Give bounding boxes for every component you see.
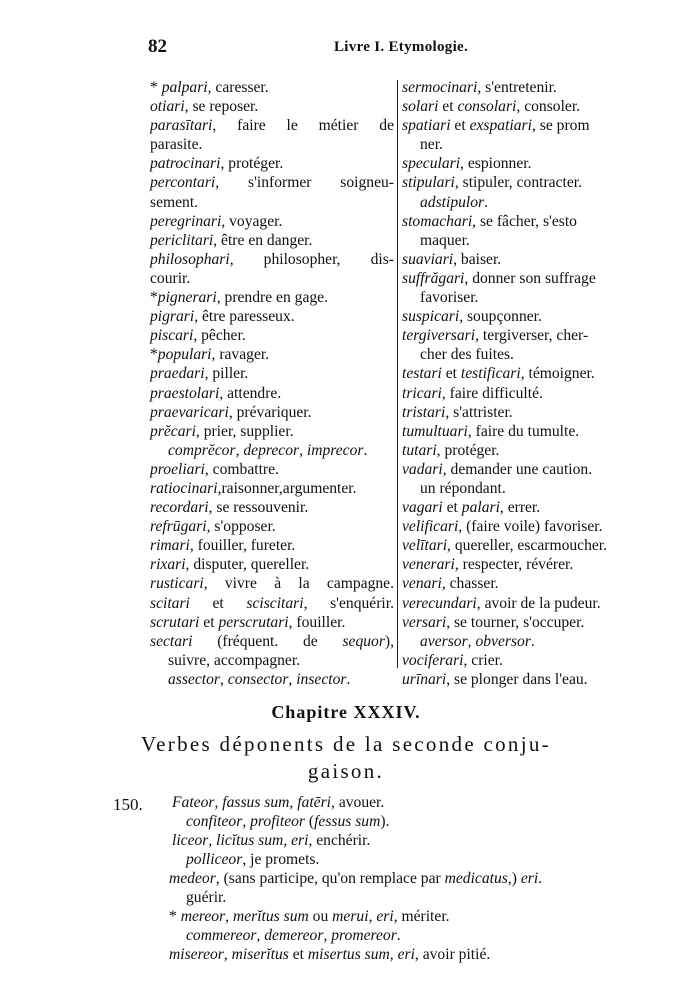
left-column: [150, 78, 394, 689]
right-column-line: tricari, faire difficulté.: [402, 384, 543, 402]
left-column-line: recordari, se ressouvenir.: [150, 499, 309, 517]
left-column-line: rimari, fouiller, fureter.: [150, 537, 296, 555]
section-line: misereor, miserĭtus et misertus sum, eri, avoir pitié.: [169, 946, 491, 963]
right-column-line: venari, chasser.: [402, 575, 499, 593]
right-column-line: un répondant.: [420, 479, 506, 497]
left-column-line: piscari, pêcher.: [150, 327, 246, 345]
section-line: commereor, demereor, promereor.: [186, 927, 401, 944]
right-column-line: cher des fuites.: [420, 346, 514, 364]
left-column-line: suivre, accompagner.: [168, 651, 301, 669]
section-number: 150.: [113, 795, 143, 814]
section-line: liceor, licĭtus sum, eri, enchérir.: [172, 832, 371, 849]
right-column-line: stomachari, se fâcher, s'esto: [402, 212, 577, 230]
right-column-line: ner.: [420, 136, 443, 154]
right-column-line: aversor, obversor.: [420, 632, 535, 650]
section-line: guérir.: [186, 889, 227, 906]
left-column-line: * palpari, caresser.: [150, 79, 269, 96]
left-column-line: praevaricari, prévariquer.: [150, 403, 312, 421]
right-column: [402, 78, 692, 689]
right-column-line: maquer.: [420, 231, 470, 249]
left-column-line: rixari, disputer, quereller.: [150, 556, 310, 574]
left-column-line: proeliari, combattre.: [150, 460, 279, 478]
section-line: confiteor, profiteor (fessus sum).: [186, 813, 390, 830]
right-column-line: vociferari, crier.: [402, 651, 503, 669]
left-column-line: courir.: [150, 269, 191, 287]
left-column-line: otiari, se reposer.: [150, 98, 259, 116]
left-column-line: refrūgari, s'opposer.: [150, 518, 276, 536]
right-column-line: velītari, quereller, escarmoucher.: [402, 537, 608, 555]
right-column-line: adstipulor.: [420, 193, 489, 211]
left-column-line: prĕcari, prier, supplier.: [150, 422, 294, 440]
left-column-line: assector, consector, insector.: [168, 670, 351, 688]
right-column-line: verecundari, avoir de la pudeur.: [402, 594, 601, 612]
right-column-line: sermocinari, s'entretenir.: [402, 79, 557, 96]
left-column-line: ratiocinari,raisonner,argumenter.: [150, 479, 357, 497]
section-line: Fateor, fassus sum, fatēri, avouer.: [172, 794, 385, 811]
section-line: * mereor, merĭtus sum ou merui, eri, mériter.: [169, 908, 450, 925]
right-column-line: velificari, (faire voile) favoriser.: [402, 518, 603, 536]
right-column-line: suspicari, soupçonner.: [402, 308, 542, 326]
right-column-line: tristari, s'attrister.: [402, 403, 513, 421]
left-column-line: scrutari et perscrutari, fouiller.: [150, 613, 346, 631]
right-column-line: suaviari, baiser.: [402, 250, 502, 268]
left-column-line: praestolari, attendre.: [150, 384, 282, 402]
right-column-line: versari, se tourner, s'occuper.: [402, 613, 585, 631]
chapter-title-line-1: Verbes déponents de la seconde conju-: [141, 732, 551, 756]
page-number: 82: [148, 36, 167, 57]
left-column-line: *pignerari, prendre en gage.: [150, 289, 328, 307]
left-column-line: scitari et sciscitari, s'enquérir.: [150, 594, 394, 612]
right-column-line: stipulari, stipuler, contracter.: [402, 174, 582, 192]
chapter-heading: Chapitre XXXIV.: [271, 702, 421, 722]
right-column-line: tutari, protéger.: [402, 441, 500, 459]
left-column-line: philosophari, philosopher, dis-: [150, 250, 394, 268]
right-column-line: vagari et palari, errer.: [402, 499, 541, 517]
left-column-line: peregrinari, voyager.: [150, 212, 283, 230]
running-header: [0, 36, 692, 60]
left-column-line: sement.: [150, 193, 199, 211]
left-column-line: pigrari, être paresseux.: [150, 308, 295, 326]
chapter-title-line-2: gaison.: [307, 759, 385, 783]
right-column-line: tumultuari, faire du tumulte.: [402, 422, 580, 440]
column-divider: [397, 80, 398, 668]
section-line: polliceor, je promets.: [186, 851, 320, 868]
left-column-line: comprĕcor, deprecor, imprecor.: [168, 441, 368, 459]
right-column-line: spatiari et exspatiari, se prom: [402, 117, 590, 135]
left-column-line: periclitari, être en danger.: [150, 231, 313, 249]
right-column-line: solari et consolari, consoler.: [402, 98, 581, 116]
left-column-line: parasītari, faire le métier de: [150, 117, 394, 135]
left-column-line: sectari (fréquent. de sequor),: [150, 632, 394, 650]
right-column-line: suffrăgari, donner son suffrage: [402, 269, 596, 287]
left-column-line: patrocinari, protéger.: [150, 155, 284, 173]
right-column-line: vadari, demander une caution.: [402, 460, 593, 478]
left-column-line: rusticari, vivre à la campagne.: [150, 575, 394, 593]
right-column-line: tergiversari, tergiverser, cher-: [402, 327, 589, 345]
left-column-line: parasite.: [150, 136, 203, 154]
section-line: medeor, (sans participe, qu'on remplace par medicatus,) eri.: [169, 870, 543, 887]
left-column-line: praedari, piller.: [150, 365, 249, 383]
right-column-line: venerari, respecter, révérer.: [402, 556, 574, 574]
left-column-line: *populari, ravager.: [150, 346, 270, 364]
right-column-line: speculari, espionner.: [402, 155, 532, 173]
right-column-line: favoriser.: [420, 289, 479, 307]
right-column-line: testari et testificari, témoigner.: [402, 365, 595, 383]
right-column-line: urīnari, se plonger dans l'eau.: [402, 670, 588, 688]
running-title: Livre I. Etymologie.: [334, 39, 469, 55]
left-column-line: percontari, s'informer soigneu-: [150, 174, 394, 192]
